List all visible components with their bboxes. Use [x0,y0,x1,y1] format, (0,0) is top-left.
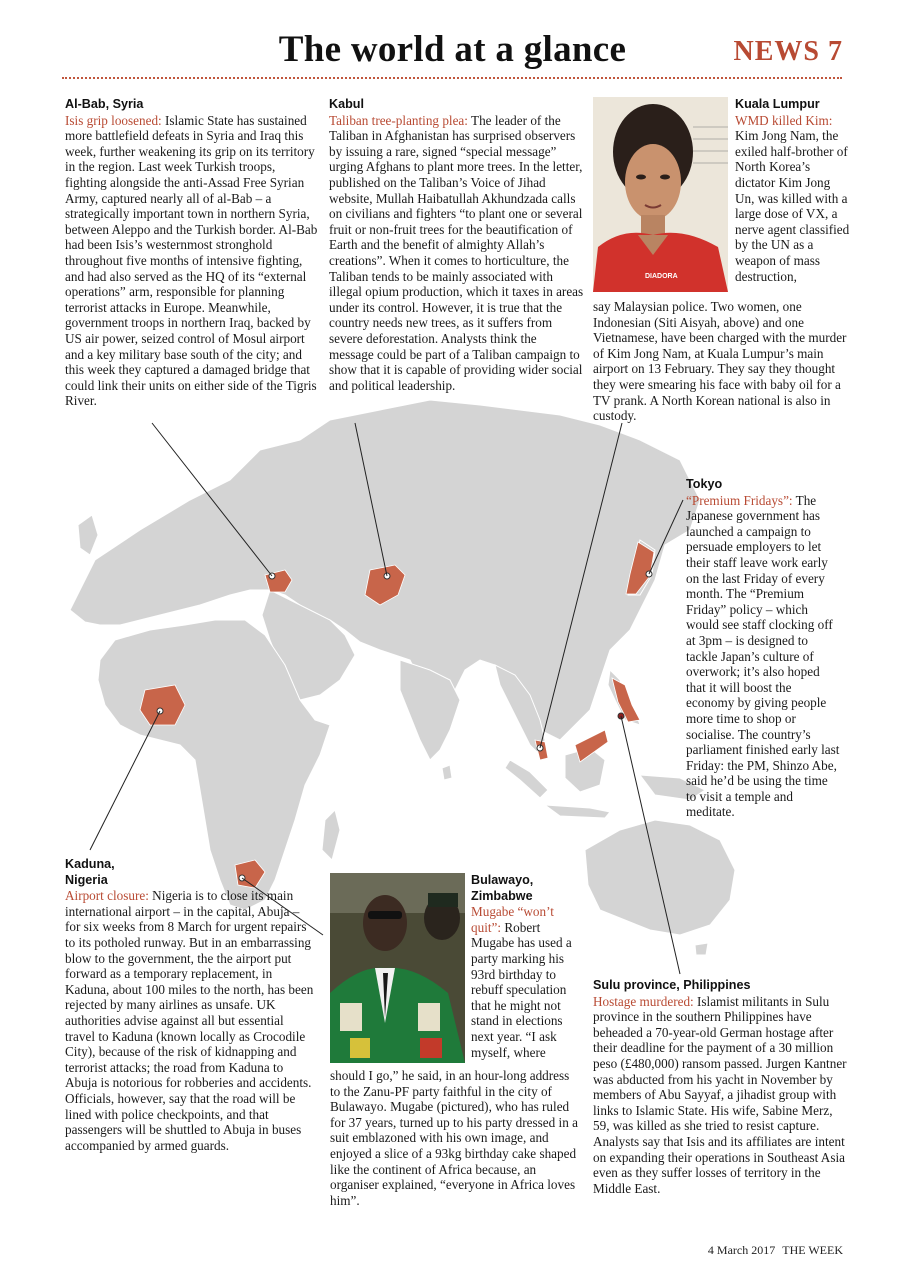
nigeria-highlight [140,685,185,725]
photo-siti-aisyah [593,97,728,292]
story-kabul [329,97,584,393]
story-tokyo-headline: “Premium Fridays”: [686,492,793,508]
story-bulawayo-body-side: Robert Mugabe has used a party marking his 93rd birthday to rebuff speculation that he might not stand in elections next year. “I ask myself, where [471,919,572,1060]
section-label: NEWS 7 [733,36,843,67]
page-title: The world at a glance [278,29,627,70]
story-kaduna-body: Nigeria is to close its main international airport – in the capital, Abuja – for six weeks from 8 March for urgent repairs to its potholed runway. But in an embarrassing blow to the government, the the airport put forward as a temporary replacement, in Kaduna, about 100 miles to the north, has been rejected by many airlines as unsafe. UK authorities advise against all but essential travel to Kaduna (known locally as Crocodile City), because of the risk of kidnapping and terrorist attacks; the road from Kaduna to Abuja is notorious for robberies and accidents. Officials, however, say that the road will be lined with police checkpoints, and that passengers will be shuttled to Abuja in buses accompanied by armed guards. [65,888,314,1153]
photo-mugabe-drawing [330,873,465,1063]
story-bulawayo-place-line1: Bulawayo, [471,873,534,887]
sumatra-landmass [505,760,548,798]
story-albab-headline: Isis grip loosened: [65,112,162,128]
footer-date: 4 March 2017 [707,1243,776,1257]
kaduna-leader-line [90,711,160,850]
story-kl-body-side: Kim Jong Nam, the exiled half-brother of North Korea’s dictator Kim Jong Un, was killed with a large dose of VX, a nerve agent classified by the UN as a weapon of mass destruction, [735,128,850,284]
story-kl-side [735,97,850,284]
story-albab [65,97,320,409]
photo-mugabe [330,873,465,1063]
story-kaduna-headline: Airport closure: [65,888,149,904]
story-bulawayo-body-rest: should I go,” he said, in an hour-long address to the Zanu-PF party faithful in the city of Bulawayo. Mugabe (pictured), who has ruled for 37 years, turned up to his party dressed in a suit emblazoned with his own image, and enjoyed a slice of a 93kg birthday cake shaped like the continent of Africa because, an organiser explained, “everyone in Africa loves him”. [330,1068,578,1208]
britain-landmass [78,515,98,555]
photo-shirt-logo: DIADORA [645,273,678,280]
story-sulu [593,978,848,1196]
tasmania-landmass [695,943,708,955]
story-kabul-place: Kabul [329,97,364,111]
story-bulawayo-place-line2: Zimbabwe [471,888,533,903]
story-bulawayo-headline: Mugabe “won’t quit”: [471,904,554,935]
madagascar-landmass [322,810,340,860]
story-tokyo-place: Tokyo [686,477,723,491]
story-kl-place: Kuala Lumpur [735,97,820,111]
story-sulu-headline: Hostage murdered: [593,993,694,1009]
story-tokyo [686,477,841,820]
story-kabul-body: The leader of the Taliban in Afghanistan has surprised observers by issuing a rare, signed “special message” urging Afghans to plant more trees. In the letter, published on the Taliban’s Voice of Jihad website, Mullah Haibatullah Akhundzada calls on civilians and fighters “to plant one or several fruit or non-fruit trees for the beautification of Earth and the benefit of almighty Allah’s creations”. When it comes to horticulture, the Taliban tends to be mainly associated with illegal opium production, which it taxes in areas under its control. However, it is true that the country needs new trees, as it suffers from severe deforestation. Analysts think the message could be part of a Taliban campaign to show that it is capable of providing wider social and political leadership. [329,112,584,393]
story-kaduna [65,857,315,1153]
story-bulawayo-side [471,873,581,1060]
story-kl-headline: WMD killed Kim: [735,112,833,128]
story-tokyo-body: The Japanese government has launched a campaign to persuade employers to let their staff leave work early on the last Friday of every month. The “Premium Friday” policy – which would see staff clocking off at 3pm – is designed to tackle Japan’s culture of overwork; it’s also hoped that it will boost the economy by giving people more time to shop or socialise. The country’s parliament finished early last Friday: the PM, Shinzo Abe, said he’d be using the time to visit a temple and meditate. [686,492,840,820]
story-kaduna-place-line2: Nigeria [65,872,108,887]
australia-landmass [585,820,735,935]
story-kabul-headline: Taliban tree-planting plea: [329,112,468,128]
story-sulu-place: Sulu province, Philippines [593,978,751,992]
story-sulu-body: Islamist militants in Sulu province in the southern Philippines have beheaded a 70-year-old German hostage after their deadline for the payment of a 30 million peso (£480,000) ransom passed. Jurgen Kantner was abducted from his yacht in November by members of Abu Sayyaf, a jihadist group with links to Islamic State. His wife, Sabine Merz, 59, was killed as she tried to resist capture. Analysts say that Isis and its affiliates are intent on expanding their operations in Southeast Asia even as they suffer losses of territory in the Middle East. [593,993,847,1196]
story-kl-body-rest: say Malaysian police. Two women, one Indonesian (Siti Aisyah, above) and one Vietnamese, have been charged with the murder of Kim Jong Nam, at Kuala Lumpur’s main airport on 13 February. They say they thought they were smearing his face with baby oil for a TV prank. A North Korean national is also in custody. [593,299,847,424]
java-landmass [545,805,610,818]
story-bulawayo-rest [330,1068,582,1208]
photo-siti-aisyah-drawing [593,97,728,292]
footer-publication: THE WEEK [782,1243,843,1257]
story-albab-place: Al-Bab, Syria [65,97,144,111]
story-kl-rest [593,299,851,424]
page-footer [704,1243,843,1258]
story-albab-body: Islamic State has sustained more battlefield defeats in Syria and Iraq this week, further weakening its grip on its territory in the region. Last week Turkish troops, fighting alongside the anti-Assad Free Syrian Army, captured nearly all of al-Bab – a strategically important town in northern Syria, between Aleppo and the Turkish border. Al-Bab had been Isis’s westernmost stronghold throughout five months of intensive fighting, and had also served as the HQ of its “external operations” arm, responsible for planning terrorist attacks in Europe. Meanwhile, government troops in northern Iraq, backed by US air power, seized control of Mosul airport and a key military base south of the city; and this week they captured a damaged bridge that could link their units on either side of the Tigris River. [65,112,318,409]
header-divider [62,77,842,79]
srilanka-landmass [442,765,452,780]
story-kaduna-place-line1: Kaduna, [65,857,115,871]
